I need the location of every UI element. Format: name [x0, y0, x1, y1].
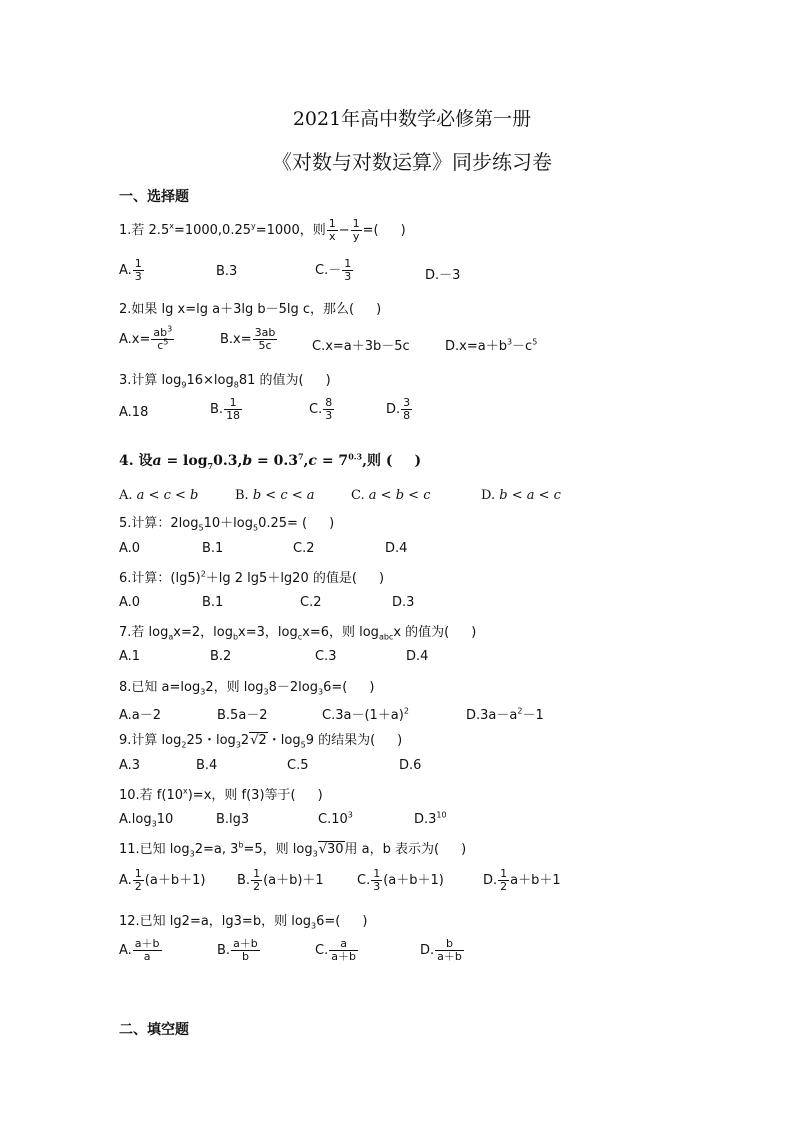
section-heading-fill: 二、填空题	[119, 1022, 189, 1038]
question-6: 6.计算：$(\lg 5)^2+\lg$ 2 lg5＋lg20 的值是( )	[119, 569, 385, 586]
option-b[interactable]: B.4	[196, 758, 218, 773]
question-10: 10.若 $f(10^x)=x$，则 f(3)等于( )	[119, 786, 323, 803]
option-a[interactable]: A.a－2	[119, 708, 162, 723]
question-3: 3.计算 $\log_916\times\log_881$ 的值为( )	[119, 373, 331, 390]
option-d[interactable]: D.6	[399, 758, 422, 773]
question-12: 12.已知 lg2=a，lg3=b，则 $\log_36=$( )	[119, 914, 368, 931]
option-a[interactable]: A. $\frac{1}{2}$ (a＋b＋1)	[119, 867, 206, 893]
question-1: 1.若 $2.5^x=1000,0.25^y=1000$，则 $\frac{1}{x}$ − $\frac{1}{y}$ =( )	[119, 217, 406, 243]
option-a[interactable]: A.0	[119, 541, 141, 556]
option-c[interactable]: C.5	[287, 758, 309, 773]
option-b[interactable]: B. $\frac{a+b}{b}$	[217, 937, 258, 963]
option-d[interactable]: $D.3^{10}$	[414, 810, 447, 827]
option-d[interactable]: D.3	[392, 595, 415, 610]
option-a[interactable]: A.3	[119, 758, 141, 773]
option-d[interactable]: D. $\frac{b}{a+b}$	[420, 937, 462, 963]
option-c[interactable]: C. $\frac{1}{3}$ (a＋b＋1)	[357, 867, 444, 893]
question-9: 9.计算 $\log_225$・$\log_32√2$・$\log_59$ 的结果为( )	[119, 733, 403, 750]
option-c[interactable]: C.－ $\frac{1}{3}$	[315, 257, 352, 283]
option-c[interactable]: C.x=a＋3b－5c	[312, 339, 410, 354]
question-4: 4. 设$a = \log_70.3,b = 0.3^7,c = 7^{0.3}$,则 ( )	[119, 451, 422, 471]
option-b[interactable]: B. $\frac{1}{2}$ (a＋b)＋1	[237, 867, 324, 893]
document-title: 2021年高中数学必修第一册	[292, 108, 532, 130]
option-d[interactable]: $D.3a-a^2-1$	[466, 706, 544, 723]
option-d[interactable]: D. b < a < c	[481, 488, 561, 503]
option-b[interactable]: B.1	[202, 541, 224, 556]
option-b[interactable]: B.lg3	[216, 812, 250, 827]
option-c[interactable]: $C.10^3$	[318, 810, 353, 827]
option-b[interactable]: B.5a－2	[217, 708, 268, 723]
question-2-options	[119, 324, 679, 357]
question-3-options	[119, 397, 679, 427]
question-8: 8.已知 $a=\log_32$，则 $\log_38-2\log_36=$( )	[119, 680, 375, 697]
option-a[interactable]: A.x= $\frac{ab^3}{c^5}$	[119, 324, 173, 352]
option-c[interactable]: C. $\frac{8}{3}$	[309, 396, 333, 422]
question-12-options	[119, 938, 679, 968]
question-7-options	[119, 649, 679, 679]
option-a[interactable]: A.18	[119, 405, 149, 420]
option-a[interactable]: A.1	[119, 649, 141, 664]
option-c[interactable]: $C.3a-(1+a)^2$	[322, 706, 409, 723]
option-c[interactable]: C.3	[315, 649, 337, 664]
option-d[interactable]: D.4	[385, 541, 408, 556]
option-a[interactable]: $A.\log_310$	[119, 812, 174, 829]
option-b[interactable]: B.x= $\frac{3ab}{5c}$	[220, 326, 276, 352]
section-heading-choice: 一、选择题	[119, 189, 189, 205]
option-d[interactable]: D.－3	[425, 268, 461, 283]
question-7: 7.若 $\log_ax=2$，$\log_bx=3$，$\log_cx=6$，则 $\log_{abc}x$ 的值为( )	[119, 625, 477, 642]
question-5: 5.计算：$2\log_510+\log_50.25=$ ( )	[119, 516, 335, 533]
question-11: 11.已知 $\log_32=a$, $3^b=5$，则 $\log_3√30$用 a，b 表示为( )	[119, 840, 467, 859]
option-c[interactable]: C. a < b < c	[351, 488, 431, 503]
option-d[interactable]: D.4	[406, 649, 429, 664]
option-b[interactable]: B. b < c < a	[235, 488, 315, 503]
option-c[interactable]: C. $\frac{a}{a+b}$	[315, 937, 356, 963]
question-1-options	[119, 258, 679, 288]
option-b[interactable]: B.2	[210, 649, 232, 664]
option-a[interactable]: A. a < c < b	[119, 488, 199, 503]
option-c[interactable]: C.2	[300, 595, 322, 610]
option-d[interactable]: D. $\frac{1}{2}$ a＋b＋1	[483, 867, 561, 893]
question-11-options	[119, 868, 679, 898]
option-b[interactable]: B. $\frac{1}{18}$	[210, 396, 241, 422]
option-a[interactable]: A.0	[119, 595, 141, 610]
option-b[interactable]: B.3	[216, 264, 238, 279]
option-d[interactable]: $D.x=a+b^3-c^5$	[445, 337, 538, 354]
document-subtitle: 《对数与对数运算》同步练习卷	[272, 150, 552, 174]
option-c[interactable]: C.2	[293, 541, 315, 556]
option-a[interactable]: A. $\frac{1}{3}$	[119, 257, 142, 283]
option-a[interactable]: A. $\frac{a+b}{a}$	[119, 937, 160, 963]
option-d[interactable]: D. $\frac{3}{8}$	[386, 396, 411, 422]
question-2: 2.如果 lg x=lg a＋3lg b－5lg c，那么( )	[119, 302, 382, 317]
option-b[interactable]: B.1	[202, 595, 224, 610]
